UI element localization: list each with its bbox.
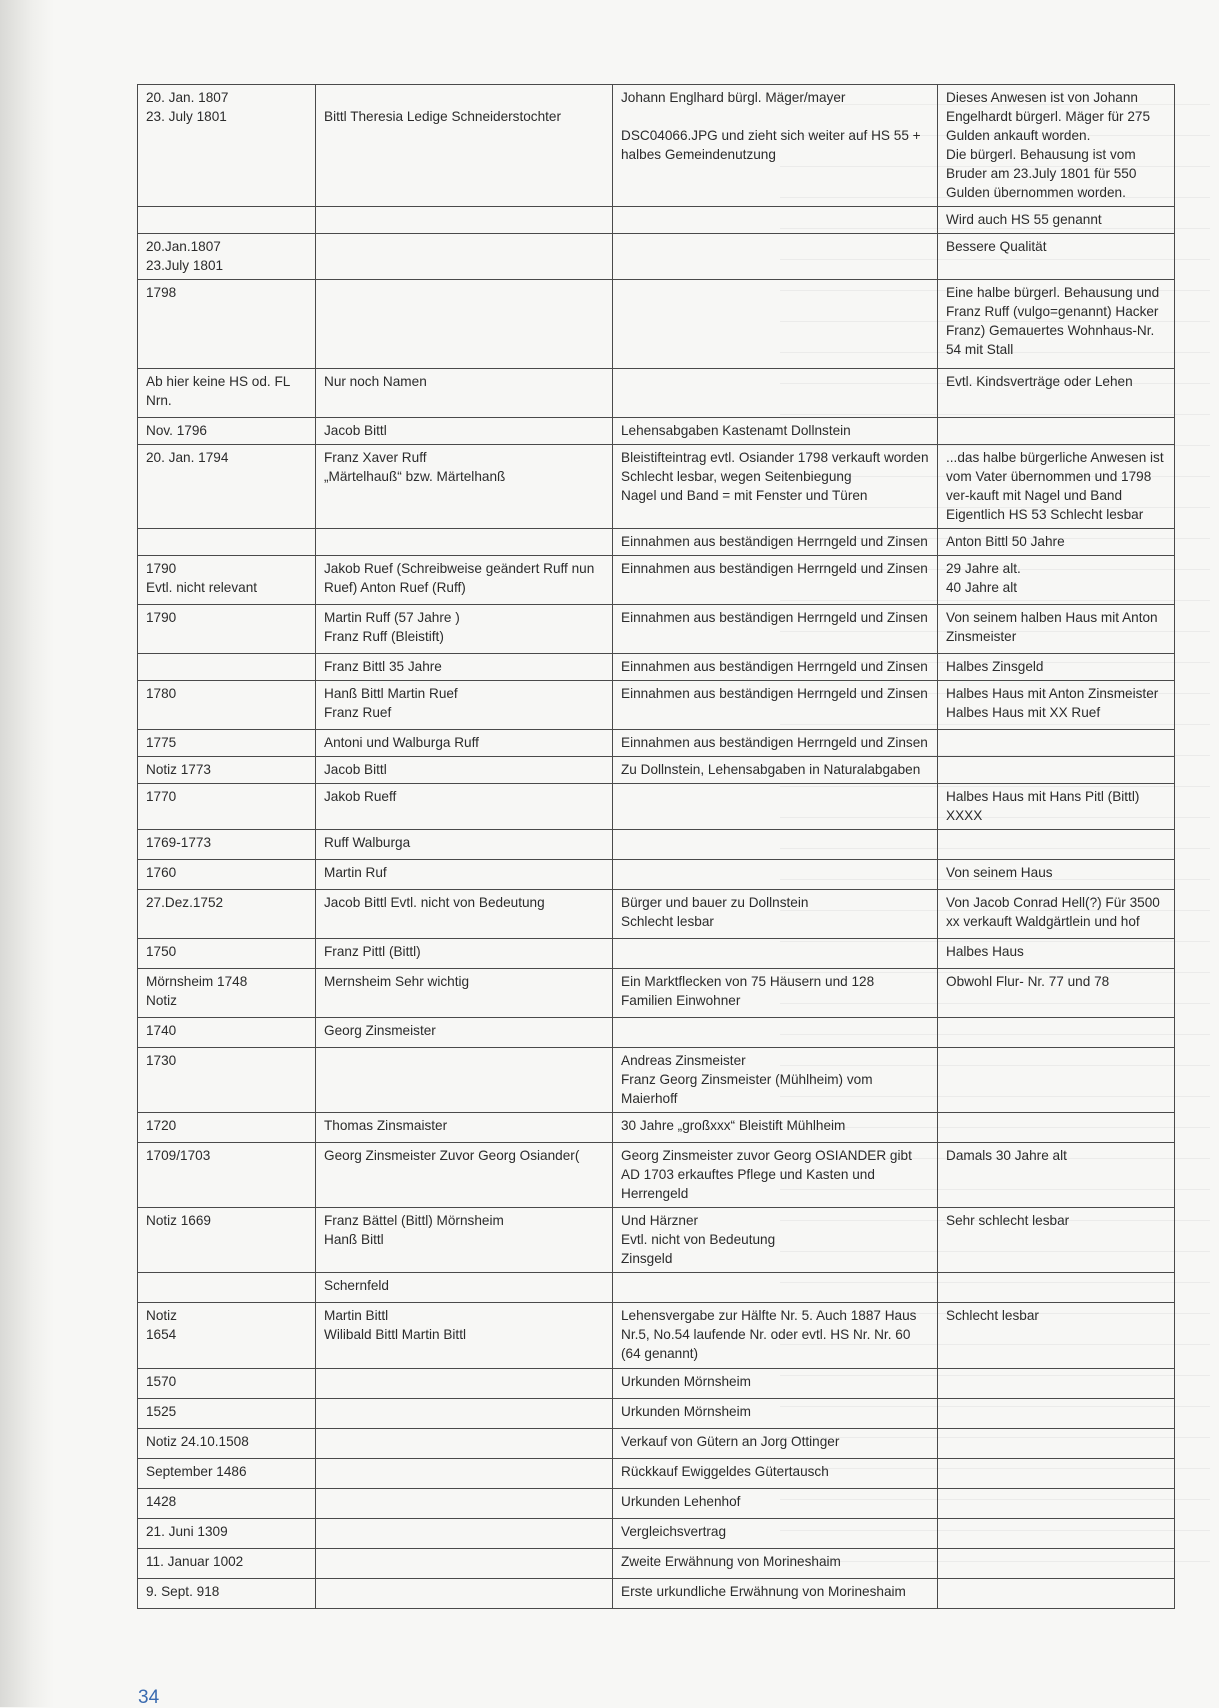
table-row — [138, 1273, 1175, 1303]
cell-remark — [938, 757, 1175, 784]
cell-note: Johann Englhard bürgl. Mäger/mayer DSC04066.JPG und zieht sich weiter auf HS 55 + halbes Gemeindenutzung — [613, 85, 938, 207]
cell-remark — [938, 1549, 1175, 1579]
cell-date: 1730 — [138, 1048, 316, 1113]
cell-name: Jacob Bittl Evtl. nicht von Bedeutung — [316, 890, 613, 939]
cell-date: 1780 — [138, 681, 316, 730]
cell-name — [316, 1579, 613, 1609]
cell-remark — [938, 418, 1175, 445]
cell-remark — [938, 1048, 1175, 1113]
cell-note: Urkunden Mörnsheim — [613, 1369, 938, 1399]
cell-note: Und Härzner Evtl. nicht von Bedeutung Zinsgeld — [613, 1208, 938, 1273]
cell-name — [316, 234, 613, 280]
cell-date: 1760 — [138, 860, 316, 890]
cell-date: 20.Jan.1807 23.July 1801 — [138, 234, 316, 280]
cell-name — [316, 1549, 613, 1579]
cell-note: Urkunden Mörnsheim — [613, 1399, 938, 1429]
cell-name: Schernfeld — [316, 1273, 613, 1303]
cell-name: Antoni und Walburga Ruff — [316, 730, 613, 757]
cell-date: 1790 — [138, 605, 316, 654]
cell-name: Georg Zinsmeister — [316, 1018, 613, 1048]
cell-date: Mörnsheim 1748 Notiz — [138, 969, 316, 1018]
table-row — [138, 784, 1175, 830]
cell-name: Nur noch Namen — [316, 369, 613, 418]
cell-note: Einnahmen aus beständigen Herrngeld und Zinsen — [613, 556, 938, 605]
table-row — [138, 1519, 1175, 1549]
cell-note — [613, 784, 938, 830]
cell-name: Martin Ruf — [316, 860, 613, 890]
cell-name — [316, 1489, 613, 1519]
cell-note: Ein Marktflecken von 75 Häusern und 128 Familien Einwohner — [613, 969, 938, 1018]
genealogy-table — [137, 84, 1175, 1609]
table-row — [138, 556, 1175, 605]
cell-date: 1428 — [138, 1489, 316, 1519]
cell-date: 1798 — [138, 280, 316, 369]
page-gutter-shadow — [0, 0, 54, 1707]
cell-name — [316, 207, 613, 234]
page-number: 34 — [138, 1687, 160, 1708]
table-row — [138, 1303, 1175, 1369]
cell-date: 1750 — [138, 939, 316, 969]
cell-remark — [938, 1489, 1175, 1519]
cell-note — [613, 1273, 938, 1303]
cell-name: Georg Zinsmeister Zuvor Georg Osiander( — [316, 1143, 613, 1208]
cell-date — [138, 1273, 316, 1303]
cell-name — [316, 1519, 613, 1549]
cell-date: Nov. 1796 — [138, 418, 316, 445]
table-row — [138, 85, 1175, 207]
cell-date: Notiz 24.10.1508 — [138, 1429, 316, 1459]
cell-remark — [938, 1273, 1175, 1303]
table-row — [138, 445, 1175, 529]
table-row — [138, 369, 1175, 418]
cell-note — [613, 860, 938, 890]
cell-date: 20. Jan. 1807 23. July 1801 — [138, 85, 316, 207]
cell-note — [613, 234, 938, 280]
cell-note: Erste urkundliche Erwähnung von Morineshaim — [613, 1579, 938, 1609]
cell-note: Verkauf von Gütern an Jorg Ottinger — [613, 1429, 938, 1459]
cell-remark: Von seinem halben Haus mit Anton Zinsmeister — [938, 605, 1175, 654]
cell-date: 1770 — [138, 784, 316, 830]
table-row — [138, 1143, 1175, 1208]
table-row — [138, 418, 1175, 445]
cell-name: Ruff Walburga — [316, 830, 613, 860]
table-row — [138, 654, 1175, 681]
cell-remark: Von Jacob Conrad Hell(?) Für 3500 xx verkauft Waldgärtlein und hof — [938, 890, 1175, 939]
cell-note: Einnahmen aus beständigen Herrngeld und Zinsen — [613, 654, 938, 681]
cell-name: Franz Bättel (Bittl) Mörnsheim Hanß Bittl — [316, 1208, 613, 1273]
table-row — [138, 830, 1175, 860]
table-row — [138, 1549, 1175, 1579]
cell-name — [316, 529, 613, 556]
cell-date: September 1486 — [138, 1459, 316, 1489]
cell-note: Zu Dollnstein, Lehensabgaben in Naturalabgaben — [613, 757, 938, 784]
cell-remark: Obwohl Flur- Nr. 77 und 78 — [938, 969, 1175, 1018]
cell-note — [613, 207, 938, 234]
table-row — [138, 939, 1175, 969]
table-row — [138, 1208, 1175, 1273]
table-row — [138, 1459, 1175, 1489]
cell-remark — [938, 1369, 1175, 1399]
table-row — [138, 860, 1175, 890]
cell-name: Mernsheim Sehr wichtig — [316, 969, 613, 1018]
cell-remark: Sehr schlecht lesbar — [938, 1208, 1175, 1273]
cell-remark — [938, 1429, 1175, 1459]
cell-name — [316, 280, 613, 369]
table-body — [138, 85, 1175, 1609]
cell-remark: Halbes Haus — [938, 939, 1175, 969]
cell-note: Einnahmen aus beständigen Herrngeld und Zinsen — [613, 681, 938, 730]
table-row — [138, 234, 1175, 280]
cell-remark: Anton Bittl 50 Jahre — [938, 529, 1175, 556]
cell-note: Rückkauf Ewiggeldes Gütertausch — [613, 1459, 938, 1489]
cell-date: 1740 — [138, 1018, 316, 1048]
cell-name — [316, 1429, 613, 1459]
cell-remark: Wird auch HS 55 genannt — [938, 207, 1175, 234]
cell-note — [613, 830, 938, 860]
cell-date: 9. Sept. 918 — [138, 1579, 316, 1609]
table-row — [138, 890, 1175, 939]
table-row — [138, 730, 1175, 757]
cell-name: Jakob Ruef (Schreibweise geändert Ruff nun Ruef) Anton Ruef (Ruff) — [316, 556, 613, 605]
cell-date: 27.Dez.1752 — [138, 890, 316, 939]
cell-note: Einnahmen aus beständigen Herrngeld und Zinsen — [613, 529, 938, 556]
cell-note: Einnahmen aus beständigen Herrngeld und Zinsen — [613, 605, 938, 654]
cell-date: 1720 — [138, 1113, 316, 1143]
cell-remark — [938, 1579, 1175, 1609]
cell-date — [138, 529, 316, 556]
cell-date: 11. Januar 1002 — [138, 1549, 316, 1579]
cell-remark — [938, 830, 1175, 860]
cell-date: 1709/1703 — [138, 1143, 316, 1208]
cell-name: Franz Bittl 35 Jahre — [316, 654, 613, 681]
table-row — [138, 969, 1175, 1018]
table-row — [138, 1399, 1175, 1429]
cell-note: Urkunden Lehenhof — [613, 1489, 938, 1519]
cell-remark: Eine halbe bürgerl. Behausung und Franz Ruff (vulgo=genannt) Hacker Franz) Gemauertes Wohnhaus-Nr. 54 mit Stall — [938, 280, 1175, 369]
cell-name: Jakob Rueff — [316, 784, 613, 830]
cell-name: Martin Ruff (57 Jahre ) Franz Ruff (Bleistift) — [316, 605, 613, 654]
cell-name: Franz Xaver Ruff „Märtelhauß“ bzw. Märtelhanß — [316, 445, 613, 529]
cell-remark: Halbes Zinsgeld — [938, 654, 1175, 681]
table-row — [138, 1579, 1175, 1609]
cell-date: Notiz 1654 — [138, 1303, 316, 1369]
cell-remark: 29 Jahre alt. 40 Jahre alt — [938, 556, 1175, 605]
cell-name: Thomas Zinsmaister — [316, 1113, 613, 1143]
table-row — [138, 605, 1175, 654]
cell-note: Lehensabgaben Kastenamt Dollnstein — [613, 418, 938, 445]
table-row — [138, 1018, 1175, 1048]
cell-note: Vergleichsvertrag — [613, 1519, 938, 1549]
cell-name — [316, 1459, 613, 1489]
table-row — [138, 1429, 1175, 1459]
cell-date — [138, 207, 316, 234]
cell-note: Georg Zinsmeister zuvor Georg OSIANDER gibt AD 1703 erkauftes Pflege und Kasten und Herrengeld — [613, 1143, 938, 1208]
cell-note — [613, 939, 938, 969]
table-row — [138, 757, 1175, 784]
cell-note: Zweite Erwähnung von Morineshaim — [613, 1549, 938, 1579]
cell-note: Andreas Zinsmeister Franz Georg Zinsmeister (Mühlheim) vom Maierhoff — [613, 1048, 938, 1113]
cell-note: Bürger und bauer zu Dollnstein Schlecht lesbar — [613, 890, 938, 939]
cell-remark — [938, 1018, 1175, 1048]
cell-remark: Von seinem Haus — [938, 860, 1175, 890]
cell-name — [316, 1399, 613, 1429]
cell-name: Hanß Bittl Martin Ruef Franz Ruef — [316, 681, 613, 730]
table-row — [138, 1489, 1175, 1519]
cell-remark: Damals 30 Jahre alt — [938, 1143, 1175, 1208]
table-row — [138, 1113, 1175, 1143]
table-row — [138, 529, 1175, 556]
cell-name: Bittl Theresia Ledige Schneiderstochter — [316, 85, 613, 207]
table-row — [138, 1048, 1175, 1113]
cell-date: Notiz 1669 — [138, 1208, 316, 1273]
cell-name — [316, 1048, 613, 1113]
cell-note: Lehensvergabe zur Hälfte Nr. 5. Auch 1887 Haus Nr.5, No.54 laufende Nr. oder evtl. HS Nr. Nr. 60 (64 genannt) — [613, 1303, 938, 1369]
cell-note — [613, 369, 938, 418]
cell-remark — [938, 1519, 1175, 1549]
cell-date: Notiz 1773 — [138, 757, 316, 784]
cell-remark: Bessere Qualität — [938, 234, 1175, 280]
cell-date: Ab hier keine HS od. FL Nrn. — [138, 369, 316, 418]
cell-remark: Halbes Haus mit Hans Pitl (Bittl) XXXX — [938, 784, 1175, 830]
cell-name — [316, 1369, 613, 1399]
cell-date: 1790 Evtl. nicht relevant — [138, 556, 316, 605]
cell-remark: Schlecht lesbar — [938, 1303, 1175, 1369]
cell-remark: Halbes Haus mit Anton Zinsmeister Halbes Haus mit XX Ruef — [938, 681, 1175, 730]
cell-date: 1769-1773 — [138, 830, 316, 860]
cell-note — [613, 1018, 938, 1048]
cell-remark — [938, 1113, 1175, 1143]
cell-name: Jacob Bittl — [316, 418, 613, 445]
cell-remark — [938, 730, 1175, 757]
cell-remark: Dieses Anwesen ist von Johann Engelhardt bürgerl. Mäger für 275 Gulden ankauft worden. Die bürgerl. Behausung ist vom Bruder am 23.July 1801 für 550 Gulden übernommen worden. — [938, 85, 1175, 207]
cell-remark — [938, 1459, 1175, 1489]
table-row — [138, 207, 1175, 234]
cell-date: 1570 — [138, 1369, 316, 1399]
cell-name: Martin Bittl Wilibald Bittl Martin Bittl — [316, 1303, 613, 1369]
cell-note: Einnahmen aus beständigen Herrngeld und Zinsen — [613, 730, 938, 757]
cell-date — [138, 654, 316, 681]
table-row — [138, 1369, 1175, 1399]
cell-date: 21. Juni 1309 — [138, 1519, 316, 1549]
cell-note — [613, 280, 938, 369]
table-row — [138, 681, 1175, 730]
cell-name: Jacob Bittl — [316, 757, 613, 784]
cell-remark: Evtl. Kindsverträge oder Lehen — [938, 369, 1175, 418]
cell-remark: ...das halbe bürgerliche Anwesen ist vom Vater übernommen und 1798 ver-kauft mit Nagel und Band Eigentlich HS 53 Schlecht lesbar — [938, 445, 1175, 529]
cell-date: 20. Jan. 1794 — [138, 445, 316, 529]
cell-name: Franz Pittl (Bittl) — [316, 939, 613, 969]
cell-note: Bleistifteintrag evtl. Osiander 1798 verkauft worden Schlecht lesbar, wegen Seitenbiegung Nagel und Band = mit Fenster und Türen — [613, 445, 938, 529]
cell-date: 1525 — [138, 1399, 316, 1429]
cell-remark — [938, 1399, 1175, 1429]
cell-note: 30 Jahre „großxxx“ Bleistift Mühlheim — [613, 1113, 938, 1143]
cell-date: 1775 — [138, 730, 316, 757]
table-row — [138, 280, 1175, 369]
